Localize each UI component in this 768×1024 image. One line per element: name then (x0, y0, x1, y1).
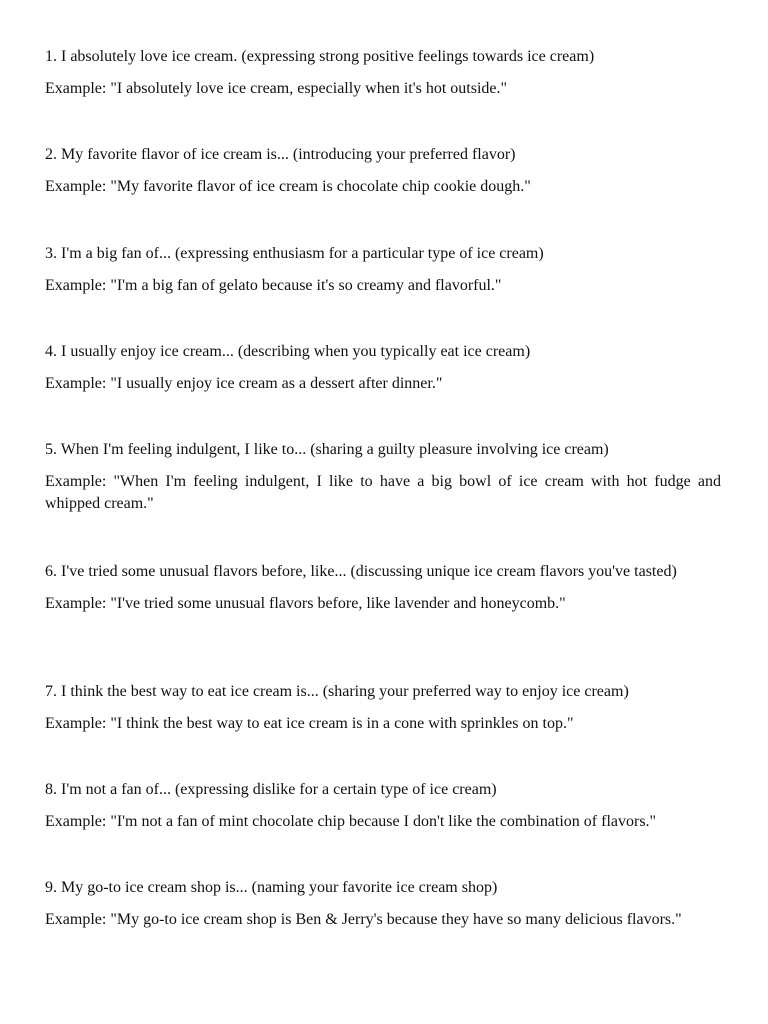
example-text: Example: "I absolutely love ice cream, especially when it's hot outside." (45, 80, 508, 97)
list-item (45, 877, 721, 931)
prompt-text: 1. I absolutely love ice cream. (expressing strong positive feelings towards ice cream) (45, 48, 595, 65)
example-text: Example: "My go-to ice cream shop is Ben & Jerry's because they have so many delicious flavors." (45, 911, 682, 928)
list-item (45, 46, 721, 100)
example-text: Example: "When I'm feeling indulgent, I like to have a big bowl of ice cream with hot fudge and whipped cream." (45, 473, 721, 512)
list-item (45, 439, 721, 515)
list-item (45, 144, 721, 198)
example-text: Example: "I usually enjoy ice cream as a dessert after dinner." (45, 375, 443, 392)
example-text: Example: "I'm not a fan of mint chocolate chip because I don't like the combination of flavors." (45, 813, 657, 830)
example-text: Example: "I've tried some unusual flavors before, like lavender and honeycomb." (45, 595, 566, 612)
list-item (45, 243, 721, 297)
prompt-text: 5. When I'm feeling indulgent, I like to... (sharing a guilty pleasure involving ice cream) (45, 441, 609, 458)
list-item (45, 561, 721, 615)
prompt-text: 9. My go-to ice cream shop is... (naming your favorite ice cream shop) (45, 879, 498, 896)
prompt-text: 7. I think the best way to eat ice cream is... (sharing your preferred way to enjoy ice cream) (45, 683, 629, 700)
example-text: Example: "I'm a big fan of gelato because it's so creamy and flavorful." (45, 277, 502, 294)
prompt-text: 4. I usually enjoy ice cream... (describing when you typically eat ice cream) (45, 343, 531, 360)
example-text: Example: "My favorite flavor of ice cream is chocolate chip cookie dough." (45, 178, 531, 195)
prompt-text: 6. I've tried some unusual flavors before, like... (discussing unique ice cream flavors you've tasted) (45, 563, 677, 580)
example-text: Example: "I think the best way to eat ice cream is in a cone with sprinkles on top." (45, 715, 574, 732)
list-item (45, 681, 721, 735)
list-item (45, 779, 721, 833)
prompt-text: 2. My favorite flavor of ice cream is... (introducing your preferred flavor) (45, 146, 516, 163)
list-item (45, 341, 721, 395)
prompt-text: 3. I'm a big fan of... (expressing enthusiasm for a particular type of ice cream) (45, 245, 544, 262)
prompt-text: 8. I'm not a fan of... (expressing dislike for a certain type of ice cream) (45, 781, 497, 798)
